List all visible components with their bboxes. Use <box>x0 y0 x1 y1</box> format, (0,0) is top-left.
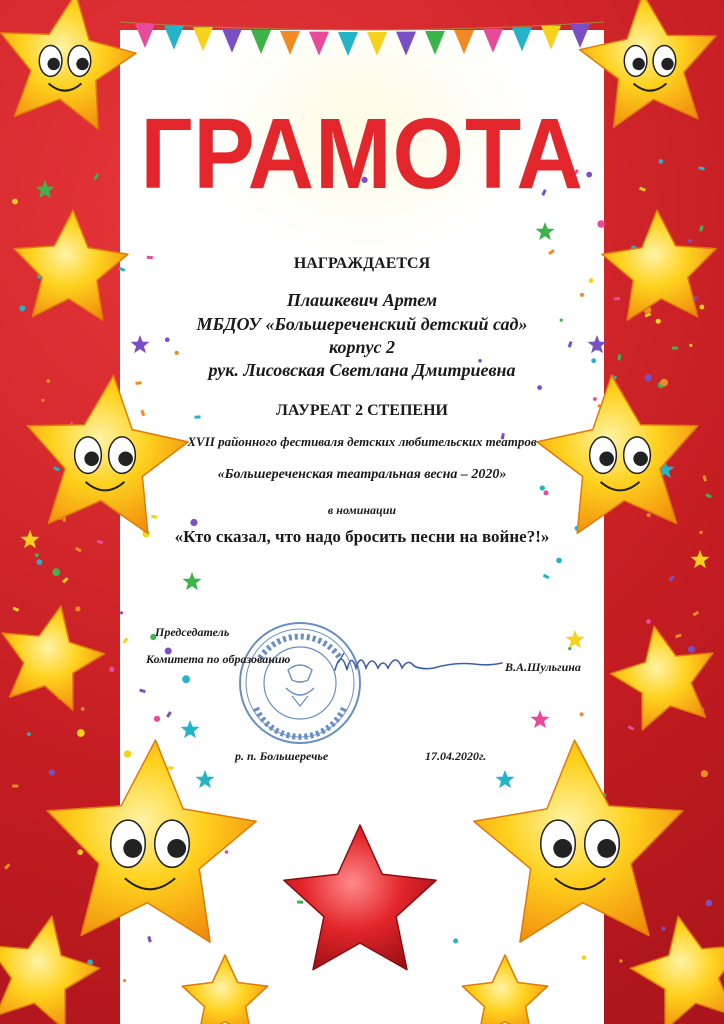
confetti-dot <box>580 293 584 297</box>
confetti-dot <box>540 485 545 490</box>
confetti-dot <box>589 278 594 283</box>
bunting-flag <box>193 27 213 51</box>
confetti-dot <box>699 531 702 534</box>
confetti-strip <box>139 689 146 694</box>
confetti-dot <box>591 358 596 363</box>
confetti-dot <box>182 675 190 683</box>
bunting-flag <box>338 32 358 56</box>
star-pupil <box>633 58 645 70</box>
confetti-strip <box>140 410 145 417</box>
recipient-name: Плашкевич Артем <box>286 290 438 310</box>
bunting-flag <box>280 31 300 55</box>
nomination-label: в номинации <box>327 503 397 517</box>
recipient-supervisor: рук. Лисовская Светлана Дмитриевна <box>208 360 516 380</box>
confetti-dot <box>49 770 55 776</box>
confetti-dot <box>77 729 85 737</box>
bunting-flag <box>483 29 503 53</box>
bunting-flag <box>570 24 590 48</box>
star-pupil <box>597 839 616 858</box>
festival-name: «Большереченская театральная весна – 2020» <box>217 467 507 482</box>
bunting-flag <box>367 32 387 56</box>
confetti-strip <box>543 574 550 579</box>
confetti-strip <box>639 187 646 192</box>
star-lower-left-icon <box>2 606 105 710</box>
confetti-strip <box>669 575 675 582</box>
confetti-strip <box>166 711 172 718</box>
bunting-flag <box>309 32 329 56</box>
award-level: ЛАУРЕАТ 2 СТЕПЕНИ <box>276 402 448 419</box>
confetti-strip <box>672 347 678 350</box>
confetti-strip <box>297 901 303 904</box>
confetti-strip <box>628 725 635 730</box>
confetti-dot <box>706 900 713 907</box>
red-star-icon <box>284 825 436 970</box>
small-star-icon <box>183 572 202 590</box>
confetti-dot <box>660 379 668 387</box>
bunting-flag <box>135 24 155 48</box>
confetti-dot <box>37 559 43 565</box>
confetti-dot <box>586 172 592 178</box>
confetti-strip <box>147 936 151 943</box>
star-pupil <box>167 839 186 858</box>
confetti-strip <box>699 225 704 232</box>
small-star-icon <box>36 180 55 198</box>
confetti-strip <box>675 633 682 638</box>
bunting-flag <box>541 26 561 50</box>
award-event: XVII районного фестиваля детских любительских театров <box>187 434 537 449</box>
confetti-strip <box>4 863 10 869</box>
confetti-dot <box>109 667 114 672</box>
confetti-dot <box>689 344 692 347</box>
star-lower-right-icon <box>610 626 713 730</box>
bunting-flag <box>251 30 271 54</box>
star-pupil <box>599 452 614 467</box>
bunting-flag <box>222 29 242 53</box>
confetti-strip <box>703 475 708 482</box>
star-pupil <box>661 58 673 70</box>
star-pupil <box>553 839 572 858</box>
confetti-dot <box>12 199 18 205</box>
footer-date: 17.04.2020г. <box>425 749 487 763</box>
small-star-icon <box>196 770 215 788</box>
confetti-strip <box>75 547 82 552</box>
confetti-strip <box>617 354 621 360</box>
confetti-dot <box>582 955 587 960</box>
confetti-strip <box>698 166 704 170</box>
confetti-dot <box>81 707 85 711</box>
star-pupil <box>123 839 142 858</box>
bunting-flag <box>164 26 184 50</box>
small-star-icon <box>566 630 585 648</box>
confetti-dot <box>662 926 666 930</box>
confetti-dot <box>190 519 197 526</box>
signature-position-line2: Комитета по образованию <box>146 652 291 666</box>
recipient-building: корпус 2 <box>329 337 395 357</box>
confetti-dot <box>46 379 50 383</box>
confetti-dot <box>453 939 458 944</box>
star-pupil <box>633 452 648 467</box>
bunting-flag <box>425 31 445 55</box>
confetti-dot <box>27 732 31 736</box>
star-pupil <box>118 452 133 467</box>
confetti-strip <box>53 466 60 471</box>
confetti-strip <box>93 173 99 180</box>
awarded-label: НАГРАЖДАЕТСЯ <box>293 255 431 272</box>
star-pupil <box>48 58 60 70</box>
small-star-icon <box>531 710 550 728</box>
confetti-strip <box>122 637 128 644</box>
confetti-dot <box>35 553 39 557</box>
confetti-dot <box>593 397 597 401</box>
confetti-strip <box>167 767 173 770</box>
confetti-strip <box>705 493 712 498</box>
confetti-dot <box>225 850 229 854</box>
small-star-icon <box>496 770 515 788</box>
bunting-flag <box>396 32 416 56</box>
confetti-dot <box>645 374 652 381</box>
confetti-dot <box>688 646 695 653</box>
confetti-dot <box>52 568 60 576</box>
confetti-dot <box>19 305 25 311</box>
confetti-dot <box>659 159 664 164</box>
small-star-icon <box>131 335 150 353</box>
confetti-strip <box>614 297 620 301</box>
star-pupil <box>76 58 88 70</box>
confetti-dot <box>544 490 549 495</box>
confetti-strip <box>12 607 19 612</box>
confetti-dot <box>656 319 661 324</box>
confetti-dot <box>597 220 605 228</box>
small-star-icon <box>21 530 40 548</box>
confetti-dot <box>619 959 622 962</box>
footer-place: р. п. Большеречье <box>235 749 329 763</box>
confetti-dot <box>120 611 123 614</box>
confetti-dot <box>688 239 692 243</box>
signature-scribble <box>330 645 510 685</box>
signatory-name: В.А.Шульгина <box>505 660 581 674</box>
confetti-dot <box>124 750 131 757</box>
bunting-flag <box>454 30 474 54</box>
confetti-strip <box>62 577 68 583</box>
bunting-flags <box>120 22 604 56</box>
small-star-icon <box>536 222 555 240</box>
confetti-strip <box>693 611 700 617</box>
confetti-strip <box>135 381 141 385</box>
star-bottom-small-icon <box>182 955 268 1024</box>
star-left-icon <box>14 210 128 320</box>
certificate-title: ГРАМОТА <box>140 98 584 210</box>
confetti-dot <box>701 770 708 777</box>
confetti-dot <box>647 513 651 517</box>
star-right-icon <box>602 210 716 320</box>
confetti-dot <box>580 712 584 716</box>
signature-position-line1: Председатель <box>155 625 230 639</box>
star-top-right-icon <box>580 0 716 127</box>
star-bottom-small-icon <box>462 955 548 1024</box>
confetti-dot <box>537 385 542 390</box>
confetti-strip <box>12 785 18 788</box>
confetti-strip <box>97 540 104 545</box>
confetti-dot <box>700 305 705 310</box>
star-pupil <box>84 452 99 467</box>
star-bottom-left-icon <box>47 740 256 942</box>
confetti-dot <box>41 399 44 402</box>
nomination-title: «Кто сказал, что надо бросить песни на войне?!» <box>174 527 550 546</box>
confetti-dot <box>646 619 651 624</box>
bunting-flag <box>512 27 532 51</box>
bunting-string <box>120 22 604 30</box>
confetti-dot <box>556 558 562 564</box>
small-star-icon <box>691 550 710 568</box>
confetti-dot <box>154 716 160 722</box>
confetti-dot <box>123 979 126 982</box>
small-star-icon <box>181 720 200 738</box>
recipient-organization: МБДОУ «Большереченский детский сад» <box>196 314 528 334</box>
confetti-dot <box>75 606 80 611</box>
confetti-dot <box>77 849 83 855</box>
